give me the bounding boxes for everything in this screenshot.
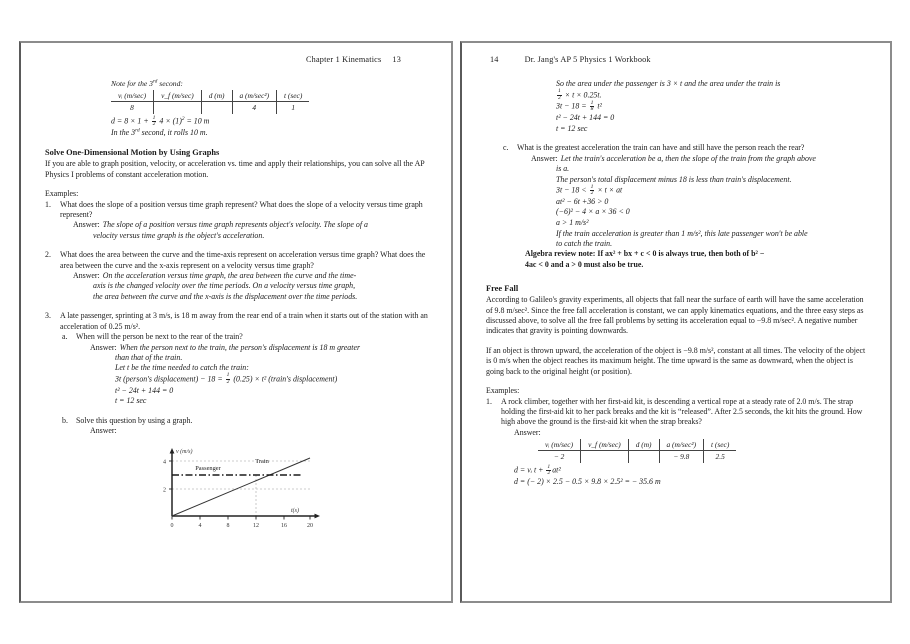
answer-3c-line-2: is a. — [556, 164, 570, 174]
answer-3b-label: Answer: — [90, 426, 117, 436]
x-axis-arrow — [314, 513, 320, 518]
answer-3c-note-2: to catch the train. — [556, 239, 613, 249]
answer-2-left — [45, 271, 429, 281]
answer-3c-equation-4: a > 1 m/s² — [556, 218, 589, 228]
table-cell — [628, 451, 659, 464]
fraction-one-eighth: $\frac{1}{8}$ — [590, 100, 594, 113]
y-axis-label: v (m/s) — [175, 448, 192, 455]
table-cell: − 2 — [538, 451, 581, 464]
answer-3a-equation-1: 3t (person's displacement) − 18 = $\frac{1}{2}$ (0.25) × t² (train's displacement) — [115, 372, 338, 385]
answer-3a — [45, 343, 429, 353]
table-cell: 4 — [232, 102, 277, 115]
section-heading-graphs: Solve One-Dimensional Motion by Using Graphs — [45, 148, 220, 158]
y-tick-label-2: 2 — [162, 487, 166, 494]
free-fall-equation-2: d = (− 2) × 2.5 − 0.5 × 9.8 × 2.5² = − 35.6 m — [514, 476, 661, 486]
question-3b-text: Solve this question by using a graph. — [76, 415, 193, 425]
question-2-marker: 2. — [45, 250, 51, 260]
fraction-one-half: $\frac{1}{2}$ — [547, 463, 551, 477]
answer-1-left — [45, 220, 429, 230]
question-2-text: What does the area between the curve and the time-axis represent on acceleration versus time graph? What does the area between the curve and the x-axis represent on a velocity versus time graph? — [60, 250, 426, 270]
series-train-line — [172, 458, 310, 516]
equation-b: t² − 24t + 144 = 0 — [556, 113, 615, 123]
x-tick-label-20: 20 — [306, 522, 313, 529]
answer-label: Answer: — [73, 220, 100, 230]
velocity-time-graph-figure — [45, 442, 429, 530]
section-heading-free-fall: Free Fall — [486, 284, 519, 294]
question-1-left — [45, 200, 429, 221]
answer-1-right-label: Answer: — [514, 427, 541, 437]
note-after: In the 3rd second, it rolls 10 m. — [111, 127, 208, 137]
x-tick-label-0: 0 — [170, 522, 173, 529]
right-intro-block — [486, 79, 868, 134]
table-cell: 8 — [111, 102, 154, 115]
fraction-one-half: $\frac{1}{2}$ — [558, 88, 561, 101]
table-header-cell: t (sec) — [704, 439, 737, 451]
table-header-cell: a (m/sec²) — [659, 439, 704, 451]
running-head-right — [486, 53, 868, 67]
x-tick-labels — [170, 523, 313, 529]
table-cell: − 9.8 — [659, 451, 704, 464]
page-left — [19, 41, 453, 603]
algebra-review-note-line-1: Algebra review note: If ax² + bx + c < 0 is always true, then both of b² − — [525, 249, 765, 259]
free-fall-table-block — [486, 439, 868, 463]
question-2-left — [45, 250, 429, 271]
answer-label: Answer: — [73, 271, 100, 281]
answer-3a-equation-3: t = 12 sec — [115, 396, 147, 406]
answer-3c-equation-3: (−6)² − 4 × a × 36 < 0 — [556, 207, 630, 217]
question-3b-marker: b. — [62, 415, 68, 425]
question-3-marker: 3. — [45, 311, 51, 321]
answer-3a-line-2: than that of the train. — [115, 352, 183, 362]
section-body-graphs: If you are able to graph position, velocity, or acceleration vs. time and apply their relationships, you can solve all the AP Physics I problems of constant acceleration motion. — [45, 159, 425, 179]
annotation-passenger: Passenger — [194, 464, 221, 472]
answer-3a-line-1: When the person next to the train, the person's displacement is 18 m greater — [119, 342, 361, 352]
annotation-train: Train — [254, 457, 269, 465]
x-axis-label: t(s) — [290, 507, 299, 514]
x-tick-label-8: 8 — [226, 522, 229, 529]
running-head-chapter: Chapter 1 Kinematics — [306, 55, 382, 64]
answer-1-line-2: velocity versus time graph is the object's acceleration. — [93, 230, 265, 240]
answer-3a-equation-2: t² − 24t + 144 = 0 — [115, 385, 174, 395]
question-3c-text: What is the greatest acceleration the train can have and still have the person reach the rear? — [517, 143, 805, 153]
question-1-right-text: A rock climber, together with her first-aid kit, is descending a vertical rope at a steady rate of 2.0 m/s. The strap holding the first-aid kit to her pack breaks and the kit is “released”. After 2.5 seconds, the kit hits the ground. How high above the ground is the first-aid kit when the strap breaks? — [501, 396, 863, 427]
table-header-cell: vᵢ (m/sec) — [538, 439, 581, 451]
answer-2-line-1: On the acceleration versus time graph, the area between the curve and the time- — [102, 271, 357, 281]
y-tick-label-4: 4 — [162, 459, 166, 466]
free-fall-equation-1: d = vᵢ t + $\frac{1}{2}$ at² — [514, 463, 561, 477]
answer-1-line-1: The slope of a position versus time graph represents object's velocity. The slope of a — [102, 220, 368, 230]
running-head-left — [45, 53, 429, 67]
answer-2-line-3: the area between the curve and the x-axis is the displacement over the time periods. — [93, 291, 358, 301]
question-3a-marker: a. — [62, 332, 68, 342]
running-head-title: Dr. Jang's AP 5 Physics 1 Workbook — [524, 55, 651, 64]
free-fall-paragraph-2: If an object is thrown upward, the acceleration of the object is −9.8 m/s², constant at all times. The velocity of the object is 0 m/s when the object reaches its maximum height. The time upward is the same as downward, when the object is going back to the original height (or position). — [486, 345, 866, 376]
x-tick-label-16: 16 — [280, 522, 287, 529]
equation-a: 3t − 18 = $\frac{1}{8}$ t² — [556, 100, 602, 113]
velocity-time-chart — [150, 442, 325, 530]
table-row — [538, 451, 736, 464]
note-intro: Note for the 3rd second: — [111, 78, 183, 88]
answer-3c — [486, 154, 868, 164]
free-fall-paragraph-1: According to Galileo's gravity experiments, all objects that fall near the surface of earth will have the same acceleration of 9.8 m/sec². Since the free fall acceleration is constant, we can apply kinematics equations, and the three easy steps as discussed above, to solve all the free fall problems by setting its acceleration equal to −9.8 m/sec². A negative number indicates that gravity is pointing downwards. — [486, 295, 864, 336]
question-1-text: What does the slope of a position versus time graph represent? What does the slope of a velocity versus time graph represent? — [60, 199, 423, 220]
table-header-cell: a (m/sec²) — [232, 90, 277, 102]
question-3c — [486, 143, 868, 153]
intro-line-2: $\frac{1}{2}$ × t × 0.25t. — [558, 88, 602, 101]
table-header-cell: vᵢ (m/sec) — [111, 90, 154, 102]
fraction-one-half: $\frac{1}{2}$ — [152, 114, 156, 128]
table-row — [111, 102, 309, 115]
table-header-cell: v_f (m/sec) — [154, 90, 202, 102]
question-1-right-marker: 1. — [486, 396, 492, 406]
answer-label: Answer: — [90, 342, 117, 352]
table-cell: 2.5 — [715, 452, 725, 462]
table-header-cell: d (m) — [201, 90, 232, 102]
kinematics-table-left — [111, 90, 309, 114]
fraction-one-half: $\frac{1}{2}$ — [590, 183, 594, 197]
question-1-marker: 1. — [45, 199, 51, 209]
kinematics-table-right — [538, 439, 736, 463]
question-3a — [45, 332, 429, 342]
answer-3c-equation-1: 3t − 18 < $\frac{1}{2}$ × t × at — [556, 183, 623, 197]
page-right — [460, 41, 892, 603]
answer-2-line-2: axis is the changed velocity over the time periods. On a velocity versus time graph, — [93, 281, 356, 291]
question-3b — [45, 416, 429, 426]
table-header-row — [538, 439, 736, 451]
examples-label-right: Examples: — [486, 386, 520, 396]
answer-label: Answer: — [531, 153, 558, 163]
y-axis-arrow — [169, 448, 174, 454]
answer-3c-equation-2: at² − 6t +36 > 0 — [556, 196, 609, 206]
answer-3c-note-1: If the train acceleration is greater than 1 m/s², this late passenger won't be able — [556, 228, 808, 238]
note-block — [45, 79, 429, 138]
examples-label-left: Examples: — [45, 189, 79, 199]
table-cell — [201, 102, 232, 115]
table-cell: 1 — [291, 103, 296, 112]
fraction-one-half: $\frac{1}{2}$ — [226, 372, 230, 385]
table-cell — [154, 102, 202, 115]
table-header-cell: d (m) — [628, 439, 659, 451]
answer-3a-line-3: Let t be the time needed to catch the train: — [115, 363, 249, 373]
answer-3c-line-1: Let the train's acceleration be a, then the slope of the train from the graph above — [560, 153, 816, 163]
equation-d: d = 8 × 1 + $\frac{1}{2}$ $4 \times (1)^2 = 10$ m — [111, 114, 210, 128]
question-3-text: A late passenger, sprinting at 3 m/s, is 18 m away from the rear end of a train when it starts out of the station with an acceleration of 0.25 m/s². — [60, 311, 428, 331]
answer-3c-line-3: The person's total displacement minus 18 is less than train's displacement. — [556, 174, 792, 184]
question-3a-text: When will the person be next to the rear of the train? — [76, 332, 243, 342]
table-header-cell: v_f (m/sec) — [581, 439, 629, 451]
intro-line-1: So the area under the passenger is 3 × t and the area under the train is — [556, 79, 781, 88]
question-3-left — [45, 311, 429, 332]
table-header-cell: t (sec) — [277, 90, 310, 102]
x-tick-label-12: 12 — [252, 522, 259, 529]
algebra-review-note-line-2: 4ac < 0 and a > 0 must also be true. — [525, 259, 644, 269]
x-tick-label-4: 4 — [198, 522, 201, 529]
question-1-right — [486, 397, 868, 428]
question-3c-marker: c. — [503, 143, 509, 153]
equation-c: t = 12 sec — [556, 123, 588, 133]
table-header-row — [111, 90, 309, 102]
table-cell — [581, 451, 629, 464]
page-number-left: 13 — [392, 55, 401, 64]
page-number-right: 14 — [490, 55, 499, 64]
